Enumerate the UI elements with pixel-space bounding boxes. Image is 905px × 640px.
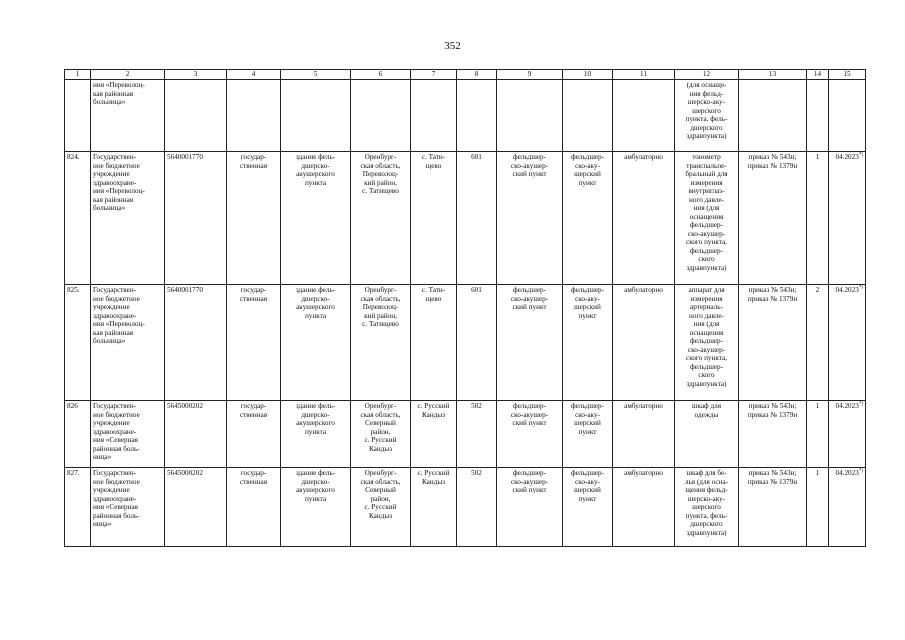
cell-code: 5640001770 [165,152,227,285]
cell-code: 5645000202 [165,401,227,468]
cell-unit: фельдшер- ско-акушер- ский пункт [497,401,563,468]
cell-unit: фельдшер- ско-акушер- ский пункт [497,152,563,285]
cell-unit2: фельдшер- ско-аку- шерский пункт [563,468,613,547]
cell-unit: фельдшер- ско-акушер- ский пункт [497,468,563,547]
header-cell: 13 [739,70,807,80]
cell-empty [351,80,411,152]
cell-care-type: амбулаторно [613,401,675,468]
cell-empty [497,80,563,152]
cell-equipment: аппарат для измерения артериаль- ного давле- ния (для оснащения фельдшер- ско-акушер- ского пункта, фельдшер- ского здравпункта) [675,285,739,401]
cell-order: приказ № 543н; приказ № 1379н [739,468,807,547]
cell-empty [613,80,675,152]
date-footnote-mark: *) [858,285,863,291]
table-row [65,152,866,285]
header-cell: 2 [91,70,165,80]
header-cell: 9 [497,70,563,80]
header-cell: 11 [613,70,675,80]
cell-equipment: тонометр транспальпе- бральный для измерения внутриглаз- ного давле- ния (для оснащения фельдшер- ско-акушер- ского пункта, фельдшер- ского здравпункта) [675,152,739,285]
cell-code2: 601 [457,285,497,401]
cell-date [829,401,866,468]
header-cell: 6 [351,70,411,80]
cell-order: приказ № 543н; приказ № 1379н [739,401,807,468]
cell-order: приказ № 543н; приказ № 1379н [739,285,807,401]
cell-empty [739,80,807,152]
cell-address: Оренбург- ская область, Переволоц- кий район, с. Татищево [351,152,411,285]
cell-empty [165,80,227,152]
registry-table [64,69,866,547]
cell-quantity: 1 [807,152,829,285]
header-cell: 3 [165,70,227,80]
header-cell: 15 [829,70,866,80]
cell-empty [411,80,457,152]
cell-building: здание фель- дшерско- акушерского пункта [281,401,351,468]
header-cell: 5 [281,70,351,80]
cell-locality: с. Тати- щево [411,152,457,285]
cell-unit2: фельдшер- ско-аку- шерский пункт [563,401,613,468]
cell-equipment: шкаф для бе- лья (для осна- щения фельд- шерско-аку- шерского пункта, фель- дшерского здравпункта) [675,468,739,547]
cell-ownership: государ- ственная [227,285,281,401]
cell-number: 827. [65,468,91,547]
date-footnote-mark: *) [858,152,863,158]
header-cell: 4 [227,70,281,80]
cell-order: приказ № 543н; приказ № 1379н [739,152,807,285]
cell-organization: Государствен- ное бюджетное учреждение здравоохране- ния «Переволоц- кая районная больница» [91,285,165,401]
cell-organization: ния «Переволоц- кая районная больница» [91,80,165,152]
cell-address: Оренбург- ская область, Северный район, с. Русский Кандыз [351,401,411,468]
cell-locality: с. Русский Кандыз [411,401,457,468]
date-value: 04.2023 [835,153,859,161]
table-row [65,468,866,547]
cell-empty [227,80,281,152]
cell-code: 5640001770 [165,285,227,401]
cell-locality: с. Тати- щево [411,285,457,401]
cell-equipment: шкаф для одежды [675,401,739,468]
cell-organization: Государствен- ное бюджетное учреждение здравоохране- ния «Северная районная боль- ница» [91,468,165,547]
cell-number: 825. [65,285,91,401]
cell-ownership: государ- ственная [227,401,281,468]
date-value: 04.2023 [835,286,859,294]
cell-empty [65,80,91,152]
cell-address: Оренбург- ская область, Северный район, с. Русский Кандыз [351,468,411,547]
cell-address: Оренбург- ская область, Переволоц- кий район, с. Татищево [351,285,411,401]
cell-quantity: 1 [807,468,829,547]
cell-empty [829,80,866,152]
cell-organization: Государствен- ное бюджетное учреждение здравоохране- ния «Северная районная боль- ница» [91,401,165,468]
cell-unit2: фельдшер- ско-аку- шерский пункт [563,285,613,401]
cell-care-type: амбулаторно [613,285,675,401]
date-footnote-mark: *) [858,401,863,407]
cell-empty [563,80,613,152]
date-value: 04.2023 [835,402,859,410]
cell-code2: 502 [457,401,497,468]
cell-date [829,285,866,401]
cell-empty [457,80,497,152]
date-value: 04.2023 [835,469,859,477]
table-row [65,285,866,401]
cell-ownership: государ- ственная [227,468,281,547]
cell-locality: с. Русский Кандыз [411,468,457,547]
cell-date [829,152,866,285]
cell-ownership: государ- ственная [227,152,281,285]
cell-code2: 502 [457,468,497,547]
cell-unit2: фельдшер- ско-аку- шерский пункт [563,152,613,285]
cell-organization: Государствен- ное бюджетное учреждение здравоохране- ния «Переволоц- кая районная больница» [91,152,165,285]
cell-quantity: 2 [807,285,829,401]
cell-number: 826 [65,401,91,468]
cell-number: 824. [65,152,91,285]
cell-empty [281,80,351,152]
cell-building: здание фель- дшерско- акушерского пункта [281,285,351,401]
cell-care-type: амбулаторно [613,152,675,285]
header-cell: 14 [807,70,829,80]
date-footnote-mark: *) [858,468,863,474]
cell-unit: фельдшер- ско-акушер- ский пункт [497,285,563,401]
header-cell: 7 [411,70,457,80]
table-row [65,401,866,468]
header-cell: 1 [65,70,91,80]
cell-empty [807,80,829,152]
header-cell: 12 [675,70,739,80]
cell-date [829,468,866,547]
header-cell: 10 [563,70,613,80]
cell-code2: 601 [457,152,497,285]
cell-equipment: (для оснаще- ния фельд- шерско-аку- шерского пункта, фель- дшерского здравпункта) [675,80,739,152]
cell-building: здание фель- дшерско- акушерского пункта [281,152,351,285]
page-number: 352 [444,40,461,52]
cell-code: 5645000202 [165,468,227,547]
header-row [65,70,866,80]
header-cell: 8 [457,70,497,80]
continuation-row [65,80,866,152]
cell-care-type: амбулаторно [613,468,675,547]
cell-quantity: 1 [807,401,829,468]
cell-building: здание фель- дшерско- акушерского пункта [281,468,351,547]
